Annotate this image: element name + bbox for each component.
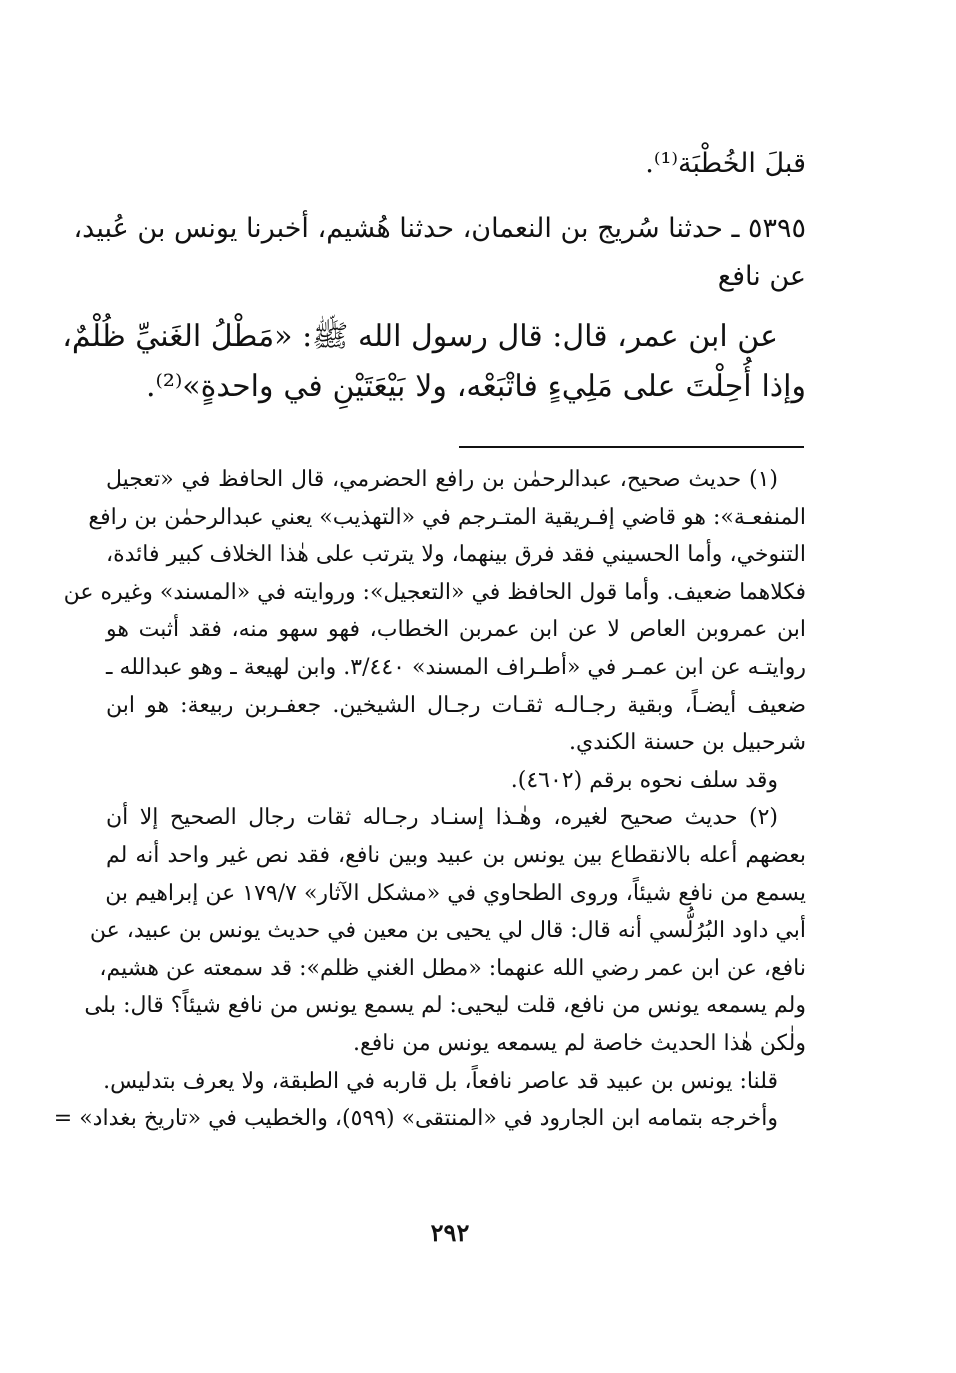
footnote-2	[84, 799, 806, 1062]
footnote-line: شرحبيل بن حسنة الكندي.	[569, 730, 806, 756]
footnote-line: أبي داود البُرُلُّسي أنه قال: قال لي يحيى بن معين في حديث يونس بن عبيد، عن	[89, 918, 806, 944]
footnote-line: يسمع من نافع شيئاً، وروى الطحاوي في «مشكل الآثار» ١٧٩/٧ عن إبراهيم بن	[105, 880, 806, 906]
footnote-line: روايتـه عن ابن عمـر في «أطـراف المسند» ٣/٤٤٠. وابن لهيعة ـ وهو عبدالله ـ	[106, 654, 806, 680]
footnote-line: فكلاهما ضعيف. وأما قول الحافظ في «التعجيل»: وروايته في «المسند» وغيره عن	[63, 579, 806, 605]
text-line: وإذا أُحِلْتَ على مَلِيءٍ فاتْبَعْه، ولا بَيْعَتَيْنِ في واحدةٍ»⁽²⁾.	[146, 369, 806, 404]
footnote-line: ولم يسمعه يونس من نافع، قلت ليحيى: لم يسمع يونس من نافع شيئاً؟ قال: بلى	[84, 993, 806, 1019]
preceding-text-line	[146, 140, 806, 188]
hadith-isnad	[73, 205, 806, 301]
footnote-line: ولٰكن هٰذا الحديث خاصة لم يسمعه يونس من نافع.	[353, 1030, 806, 1056]
page-number: ٢٩٢	[430, 1218, 470, 1247]
footnote-line: (٢) حديث صحيح لغيره، وهٰـذا إسنـاد رجـاله ثقات رجال الصحيح إلا أن	[106, 805, 778, 831]
text-line: ٥٣٩٥ ـ حدثنا سُريج بن النعمان، حدثنا هُشيم، أخبرنا يونس بن عُبيد،	[73, 213, 806, 244]
footnote-divider	[459, 446, 804, 448]
footnote-1	[63, 461, 806, 762]
footnote-line: التنوخي، وأما الحسيني فقد فرق بينهما، ولا يترتب على هٰذا الخلاف كبير فائدة،	[106, 542, 806, 568]
footnotes	[53, 461, 806, 1138]
footnote-2-extra-line: قلنا: يونس بن عبيد قد عاصر نافعاً، بل قاربه في الطبقة، ولا يعرف بتدليس.	[103, 1068, 778, 1094]
text-line: عن نافع	[717, 261, 806, 292]
text-line: قبلَ الخُطْبَة⁽¹⁾.	[645, 148, 806, 179]
footnote-line: نافع، عن ابن عمر رضي الله عنهما: «مطل الغني ظلم»: قد سمعته عن هشيم،	[99, 955, 806, 981]
footnote-line: المنفعـة»: هو قاضي إفـريقية المتـرجم في «التهذيب» يعني عبدالرحمٰن بن رافع	[88, 504, 806, 530]
hadith-matn	[62, 312, 806, 412]
footnote-line: ابن عمروبن العاص لا عن ابن عمربن الخطاب، فهو سهو منه، فقد أثبت هو	[106, 617, 806, 643]
footnote-line: ضعيف أيضـاً، وبقية رجـالـه ثقـات رجـال الشيخين. جعفـربن ربيعة: هو ابن	[106, 692, 806, 718]
footnote-line: بعضهم أعله بالانقطاع بين يونس بن عبيد وبين نافع، فقد نص غير واحد أنه لم	[106, 842, 806, 868]
footnote-2-extra-line: وأخرجه بتمامه ابن الجارود في «المنتقى» (٥٩٩)، والخطيب في «تاريخ بغداد» =	[53, 1106, 778, 1132]
footnote-1-extra: وقد سلف نحوه برقم (٤٦٠٢).	[510, 767, 778, 793]
footnote-line: (١) حديث صحيح، عبدالرحمٰن بن رافع الحضرمي، قال الحافظ في «تعجيل	[106, 467, 778, 492]
text-line: عن ابن عمر، قال: قال رسول الله ﷺ: «مَطْلُ الغَنيِّ ظُلْمٌ،	[62, 319, 778, 354]
